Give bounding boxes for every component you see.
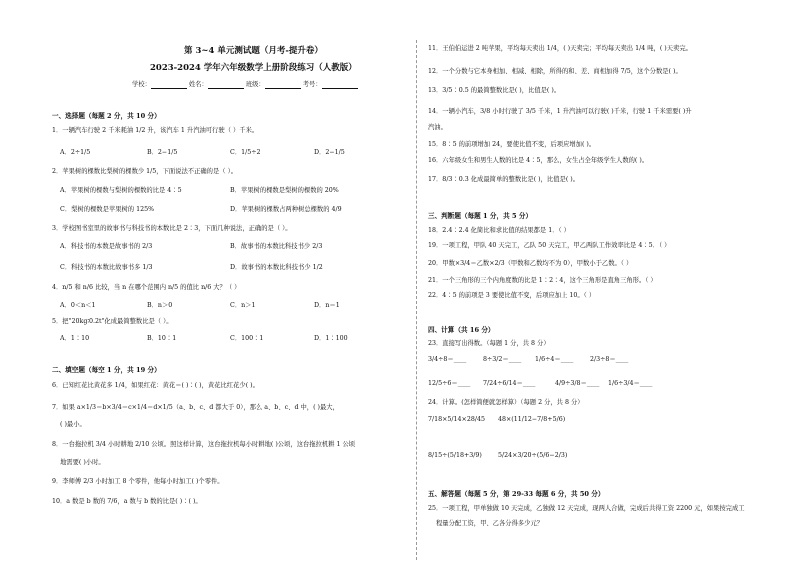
question-2: 2．苹果树的棵数比梨树的棵数少 1/5，下面说法不正确的是（ ）。 [52, 168, 238, 175]
q23-item-6: 7/24÷6/14＝____ [483, 380, 536, 387]
q5-option-a[interactable]: A．1∶10 [60, 335, 90, 342]
q2-option-a[interactable]: A．苹果树的棵数与梨树的棵数的比是 4∶5 [60, 187, 182, 194]
q2-option-b[interactable]: B．苹果树的棵数是梨树的棵数的 20% [230, 187, 339, 194]
q3-option-c[interactable]: C．科技书的本数比故事书多 1/3 [60, 264, 153, 271]
q5-option-c[interactable]: C．100∶1 [230, 335, 264, 342]
section-solve: 五、解答题（每题 5 分，第 29-33 每题 6 分，共 50 分） [428, 490, 605, 498]
page-subtitle: 2023-2024 学年六年级数学上册阶段练习（人教版） [150, 63, 357, 73]
school-field[interactable] [151, 82, 187, 89]
q1-option-b[interactable]: B．2−1/5 [147, 149, 178, 156]
question-6: 6．已知红花比黄花多 1/4，如果红花：黄花＝( )∶( )，黄花比红花少( )。 [52, 382, 259, 389]
q3-option-b[interactable]: B．故事书的本数比科技书少 2/3 [230, 243, 323, 250]
q2-option-c[interactable]: C．梨树的棵数是苹果树的 125% [60, 206, 155, 213]
q24-item-3: 8/15÷(5/18+3/9) [428, 452, 482, 459]
section-choice: 一、选择题（每题 2 分，共 10 分） [52, 112, 161, 120]
school-label: 学校： [132, 81, 151, 88]
question-7-cont: ( )最小。 [60, 421, 86, 428]
name-field[interactable] [208, 82, 244, 89]
question-4: 4．n/5 和 n/6 比较，当 n 在哪个范围内 n/5 的值比 n/6 大？（ ） [52, 284, 241, 291]
question-14-cont: 汽油。 [428, 124, 447, 131]
question-19: 19．一项工程，甲队 40 天完工，乙队 50 天完工，甲乙两队工作效率比是 4∶5．（ ） [428, 242, 671, 249]
q24-item-2: 48×(11/12−7/8+5/6) [498, 416, 566, 423]
question-11: 11．王伯伯运进 2 吨苹果，平均每天卖出 1/4，( )天卖完；平均每天卖出 1/4 吨，( )天卖完。 [428, 45, 692, 52]
question-10: 10．a 数是 b 数的 7/6，a 数与 b 数的比是( )∶( )。 [52, 498, 202, 505]
question-18: 18．2.4∶2.4 化简比和求比值的结果都是 1．（ ） [428, 227, 570, 234]
question-1: 1．一辆汽车行驶 2 千米耗油 1/2 升，该汽车 1 升汽油可行驶（ ）千米。 [52, 127, 259, 134]
question-15: 15．8∶5 的前项增加 24，要使比值不变，后项应增加( )。 [428, 141, 596, 148]
q23-item-8: 1/6÷3/4＝____ [608, 380, 653, 387]
question-25-cont: 程量分配工资，甲、乙各分得多少元？ [436, 520, 544, 527]
question-24: 24．计算。(怎样简便就怎样算）（每题 2 分，共 8 分） [428, 399, 584, 406]
question-21: 21．一个三角形的三个内角度数的比是 1∶2∶4，这个三角形是直角三角形。（ ） [428, 277, 657, 284]
number-field[interactable] [322, 82, 358, 89]
q5-option-d[interactable]: D．1∶100 [314, 335, 348, 342]
section-calc: 四、计算（共 16 分） [428, 326, 495, 334]
q5-option-b[interactable]: B．10∶1 [147, 335, 177, 342]
q4-option-b[interactable]: B．n＞0 [147, 302, 173, 309]
q4-option-c[interactable]: C．n＞1 [230, 302, 256, 309]
question-25: 25．一项工程，甲单独做 10 天完成，乙独做 12 天完成，现两人合做，完成后共得工资 2200 元，如果按完成工 [428, 505, 745, 512]
q24-item-1: 7/18×5/14×28/45 [428, 416, 485, 423]
question-12: 12．一个分数与它本身相加、相减、相除，所得的和、差、商相加得 7/5，这个分数是( )。 [428, 68, 682, 75]
question-22: 22．4∶5 的前项是 3 要使比值不变，后项应加上 10。（ ） [428, 292, 596, 299]
question-8-cont: 地需要( )小时。 [60, 459, 105, 466]
question-5: 5．把"20kg∶0.2t"化成最简整数比是（ ）。 [52, 318, 173, 325]
page-title: 第 3~4 单元测试题（月考-提升卷） [184, 46, 323, 56]
question-17: 17．8/3∶0.3 化成最简单的整数比是( )，比值是( )。 [428, 176, 580, 183]
q1-option-d[interactable]: D．2−1/5 [314, 149, 345, 156]
q1-option-a[interactable]: A．2÷1/5 [60, 149, 91, 156]
question-14: 14．一辆小汽车，3/8 小时行驶了 3/5 千米，1 升汽油可以行驶( )千米，行驶 1 千米需要( )升 [428, 108, 692, 115]
student-info-row [132, 81, 358, 89]
column-divider [416, 40, 417, 560]
class-label: 班级： [245, 81, 265, 88]
class-field[interactable] [265, 82, 301, 89]
question-9: 9．李师傅 2/3 小时加工 8 个零件，他每小时加工( )个零件。 [52, 478, 224, 485]
question-16: 16．六年级女生和男生人数的比是 4∶5，那么，女生占全年级学生人数的( )。 [428, 157, 649, 164]
q1-option-c[interactable]: C．1/5÷2 [230, 149, 261, 156]
question-13: 13．3/5∶0.5 的最简整数比是( )，比值是( )。 [428, 87, 561, 94]
question-20: 20．甲数×3/4＝乙数×2/3（甲数和乙数均不为 0），甲数小于乙数。（ ） [428, 260, 633, 267]
q23-item-7: 4/9÷3/8＝____ [555, 380, 600, 387]
q3-option-d[interactable]: D．故事书的本数比科技书少 1/2 [230, 264, 323, 271]
q2-option-d[interactable]: D．苹果树的棵数占两种树总棵数的 4/9 [230, 206, 342, 213]
section-judge: 三、判断题（每题 1 分，共 5 分） [428, 212, 533, 220]
question-23: 23．直接写出得数。（每题 1 分，共 8 分） [428, 340, 550, 347]
q23-item-4: 2/3÷8＝____ [590, 356, 629, 363]
q23-item-5: 12/5÷6＝____ [428, 380, 471, 387]
question-7: 7．如果 a×1/3＝b×3/4＝c×1/4＝d×1/5（a、b、c、d 都大于 0），那么 a、b、c、d 中，( )最大， [52, 404, 339, 411]
q4-option-d[interactable]: D．n＝1 [314, 302, 340, 309]
number-label: 考号： [302, 81, 322, 88]
q23-item-2: 8÷3/2＝____ [483, 356, 522, 363]
q23-item-3: 1/6÷4＝____ [535, 356, 574, 363]
question-8: 8．一台拖拉机 3/4 小时耕地 2/10 公顷。照这样计算，这台拖拉机每小时耕地( )公顷，这台拖拉机耕 1 公顷 [52, 441, 356, 448]
name-label: 姓名： [188, 81, 208, 88]
section-fill: 二、填空题（每空 1 分，共 19 分） [52, 366, 161, 374]
q23-item-1: 3/4÷8＝____ [428, 356, 467, 363]
q4-option-a[interactable]: A．0＜n＜1 [60, 302, 96, 309]
q3-option-a[interactable]: A．科技书的本数是故事书的 2/3 [60, 243, 153, 250]
question-3: 3．学校图书室里的故事书与科技书的本数比是 2∶3，下面几种说法，正确的是（ ）。 [52, 225, 292, 232]
q24-item-4: 5/24×3/20÷(5/6−2/3) [498, 452, 568, 459]
